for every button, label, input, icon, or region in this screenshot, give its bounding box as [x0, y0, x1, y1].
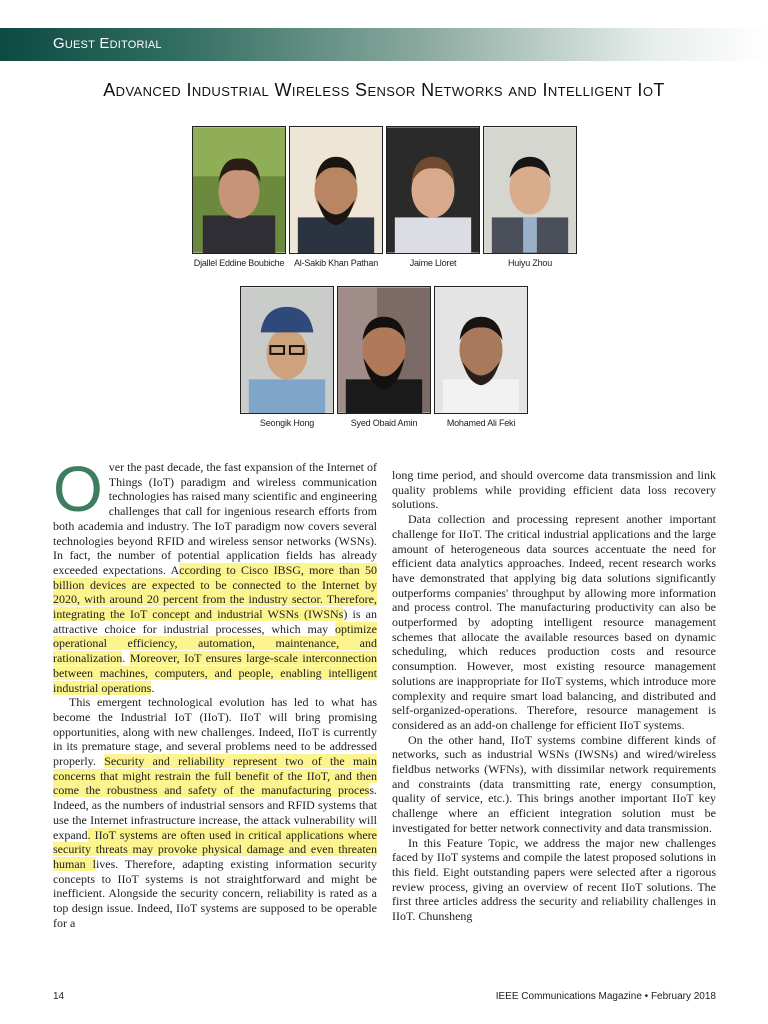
editor-caption: Syed Obaid Amin [350, 418, 418, 428]
highlighted-text: Moreover, IoT ensures large-scale interconnection between machines, computers, and people, enabling intelligent industrial operations [53, 651, 378, 695]
editor-photo-pathan [289, 126, 383, 254]
text-run: This emergent technological evolution has led to what has become the Industrial IoT (IIoT). IIoT will bring promising opportunities, along with new challenges. Indeed, IIoT is currently in its premature stage, and several problems need to be addressed properly. [53, 695, 377, 769]
editor-photo-hong [240, 286, 334, 414]
paragraph: In this Feature Topic, we address the major new challenges faced by IIoT systems and compile the latest proposed solutions in this field. Eight outstanding papers were selected after a rigorous review process, giving an overview of recent IIoT solutions. The first three articles address the security and reliability challenges in IIoT. Chunsheng [392, 835, 716, 924]
drop-cap: O [53, 453, 103, 525]
paragraph: long time period, and should overcome data transmission and link quality problems while providing efficient data loss recovery solutions. [392, 468, 716, 512]
text-run: . [151, 680, 155, 695]
highlighted-text: Security and reliability represent two of the main concerns that might restrain the full benefit of the IIoT, and then come the robustness and safety of the manufacturing proces [53, 754, 378, 798]
editor-caption: Djallel Eddine Boubiche [193, 258, 285, 268]
editor-caption: Huiyu Zhou [507, 258, 553, 268]
paragraph: Data collection and processing represent another important challenge for IIoT. The critical industrial applications and the large amount of heterogeneous data sources accentuate the need for efficient data analytics approaches. Indeed, recent research works have demonstrated that applying big data solutions significantly outperforms companies' throughput by allowing more information and process control. The manufacturing productivity can also be outperformed by adopting intelligent resource management schemes that allocate the available resources based on dynamic scheduling, which reduces production costs and resource consumption. However, most existing resource management solutions are inappropriate for IIoT systems, which introduce more complexity and require smart load balancing, and distributed and self-organized-operations. Therefore, resource management is considered as an add-on challenge for efficient IIoT systems. [392, 512, 716, 732]
journal-footer: IEEE Communications Magazine • February 2018 [495, 991, 716, 1002]
text-run: s. Indeed, as the numbers of industrial sensors and RFID systems that use the Internet infrastructure increase, the attack vulnerability will expand [53, 783, 377, 842]
editor-photo-amin [337, 286, 431, 414]
editor-photo-lloret [386, 126, 480, 254]
editor-photo-zhou [483, 126, 577, 254]
text-run: ver the past decade, the fast expansion of the Internet of Things (IoT) paradigm and wireless communication technologies has raised many scientific and engineering challenges that call for ingenious research efforts from both academia and industry. The IoT paradigm now covers several technologies beyond RFID and wireless sensor networks (WSNs). In fact, the number of potential application fields has already exceeded expectations. A [53, 460, 378, 577]
editor-photo-boubiche [192, 126, 286, 254]
editor-caption: Jaime Lloret [409, 258, 457, 268]
paragraph: On the other hand, IIoT systems combine different kinds of networks, such as industrial WSNs (IWSNs) and wired/wireless fieldbus networks (WFNs), with dissimilar network requirements and constraints (data transmitting rate, energy consumption, quality of service, etc.). This brings another important IIoT key challenge where an efficient integration solution must be investigated for better network connectivity and data transmission. [392, 732, 716, 835]
paragraph [53, 453, 378, 695]
text-run: ) is an attractive choice for industrial processes, which may [53, 607, 378, 636]
highlighted-text: ccording to Cisco IBSG, more than 50 billion devices are expected to be connected to the Internet by 2020, with around 20 percent from the industry sector. Therefore, integrating the IoT concept and industrial WSNs (IWSNs [53, 562, 377, 622]
left-column [53, 453, 378, 931]
highlighted-text: optimize operational efficiency, automation, maintenance, and rationalization [53, 621, 377, 666]
section-label: Guest Editorial [53, 35, 162, 52]
highlighted-text: . IIoT systems are often used in critical applications where security threats may provoke physical damage and even threaten human l [53, 827, 377, 871]
editor-caption: Mohamed Ali Feki [446, 418, 516, 428]
section-banner [0, 28, 768, 61]
text-run: ives. Therefore, adapting existing information security concepts to IIoT systems is not straightforward and might be inefficient. Alongside the security concern, reliability is rated as a top design issue. Indeed, IIoT systems are supposed to be operable for a [53, 856, 377, 930]
editor-caption: Seongik Hong [259, 418, 315, 428]
text-run: . [122, 651, 130, 666]
editor-caption: Al-Sakib Khan Pathan [293, 258, 379, 268]
editor-photo-feki [434, 286, 528, 414]
page-number: 14 [53, 991, 65, 1002]
article-title: Advanced Industrial Wireless Sensor Networks and Intelligent IoT [103, 80, 665, 100]
right-column [392, 468, 716, 924]
paragraph [53, 695, 377, 930]
